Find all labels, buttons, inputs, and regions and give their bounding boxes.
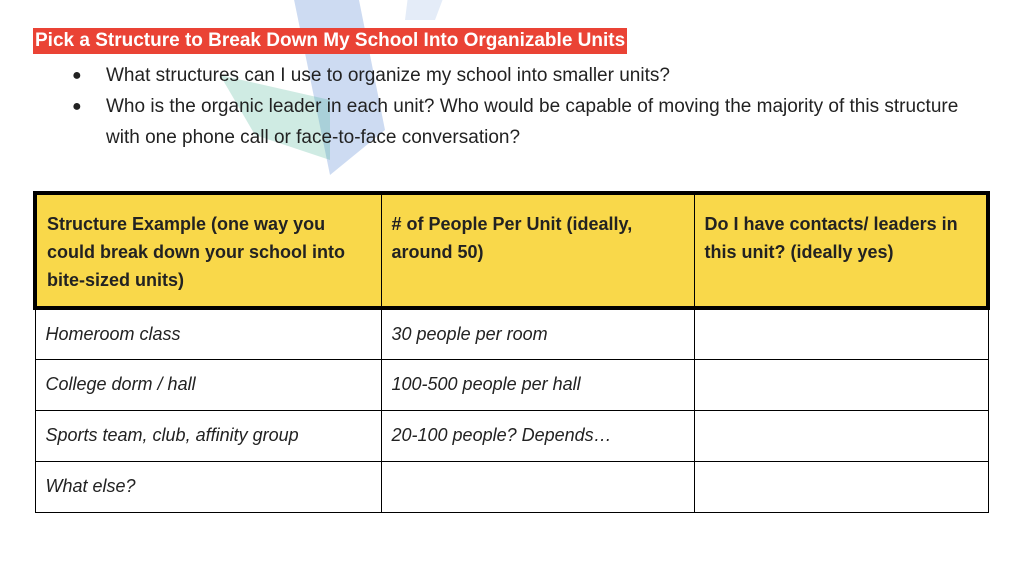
question-text: Who is the organic leader in each unit? Who would be capable of moving the majority of this structure with one phone call or face-to-face conversation? — [106, 96, 959, 148]
cell-structure[interactable]: College dorm / hall — [35, 359, 381, 410]
cell-structure[interactable]: Sports team, club, affinity group — [35, 410, 381, 461]
cell-people[interactable] — [381, 461, 694, 512]
table-row — [35, 308, 988, 359]
table-row — [35, 461, 988, 512]
question-text: What structures can I use to organize my school into smaller units? — [106, 65, 670, 86]
cell-people[interactable]: 100-500 people per hall — [381, 359, 694, 410]
question-item — [72, 60, 992, 91]
bullet-dot-icon: ● — [72, 67, 82, 84]
header-contacts-leaders: Do I have contacts/ leaders in this unit? (ideally yes) — [694, 193, 988, 308]
header-people-per-unit: # of People Per Unit (ideally, around 50) — [381, 193, 694, 308]
question-list — [72, 60, 992, 153]
structure-table — [33, 191, 990, 513]
table-row — [35, 410, 988, 461]
cell-people[interactable]: 20-100 people? Depends… — [381, 410, 694, 461]
section-heading: Pick a Structure to Break Down My School Into Organizable Units — [33, 28, 627, 54]
table-row — [35, 359, 988, 410]
bullet-dot-icon: ● — [72, 98, 82, 115]
cell-structure[interactable]: Homeroom class — [35, 308, 381, 359]
cell-contacts[interactable] — [694, 461, 988, 512]
table-header-row — [35, 193, 988, 308]
cell-structure[interactable]: What else? — [35, 461, 381, 512]
cell-contacts[interactable] — [694, 308, 988, 359]
cell-people[interactable]: 30 people per room — [381, 308, 694, 359]
header-structure-example: Structure Example (one way you could break down your school into bite-sized units) — [35, 193, 381, 308]
cell-contacts[interactable] — [694, 359, 988, 410]
question-item — [72, 91, 992, 153]
cell-contacts[interactable] — [694, 410, 988, 461]
